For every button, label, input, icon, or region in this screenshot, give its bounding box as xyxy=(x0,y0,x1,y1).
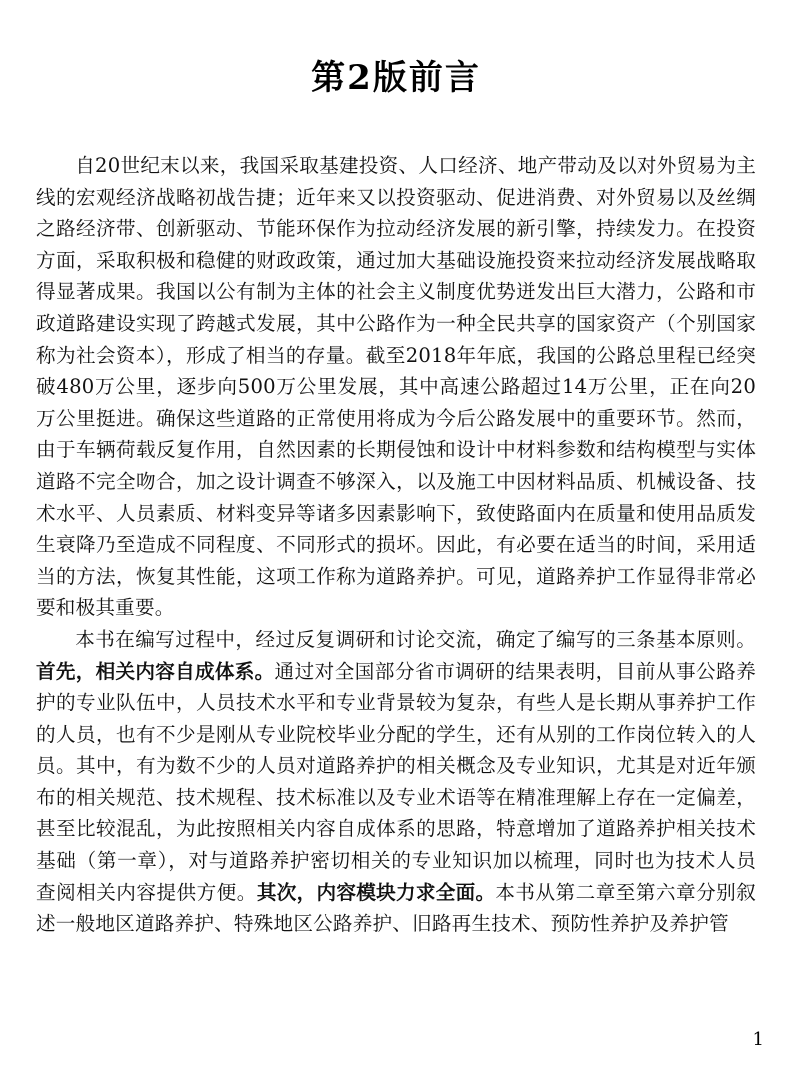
paragraph-1: 自20世纪末以来，我国采取基建投资、人口经济、地产带动及以对外贸易为主线的宏观经济战略初战告捷；近年来又以投资驱动、促进消费、对外贸易以及丝绸之路经济带、创新驱动、节能环保作为拉动经济发展的新引擎，持续发力。在投资方面，采取积极和稳健的财政政策，通过加大基础设施投资来拉动经济发展战略取得显著成果。我国以公有制为主体的社会主义制度优势迸发出巨大潜力，公路和市政道路建设实现了跨越式发展，其中公路作为一种全民共享的国家资产（个别国家称为社会资本），形成了相当的存量。截至2018年年底，我国的公路总里程已经突破480万公里，逐步向500万公里发展，其中高速公路超过14万公里，正在向20万公里挺进。确保这些道路的正常使用将成为今后公路发展中的重要环节。然而，由于车辆荷载反复作用，自然因素的长期侵蚀和设计中材料参数和结构模型与实体道路不完全吻合，加之设计调查不够深入，以及施工中因材料品质、机械设备、技术水平、人员素质、材料变异等诸多因素影响下，致使路面内在质量和使用品质发生衰降乃至造成不同程度、不同形式的损坏。因此，有必要在适当的时间，采用适当的方法，恢复其性能，这项工作称为道路养护。可见，道路养护工作显得非常必要和极其重要。 xyxy=(36,154,756,620)
principle-2-heading: 其次，内容模块力求全面。 xyxy=(256,880,496,904)
paragraph-2-continuation: 本书从第二章至第六章分别叙述一般地区道路养护、特殊地区公路养护、旧路再生技术、预防性养护及养护管 xyxy=(36,880,757,936)
paragraph-2-body: 通过对全国部分省市调研的结果表明，目前从事公路养护的专业队伍中，人员技术水平和专业背景较为复杂，有些人是长期从事养护工作的人员，也有不少是刚从专业院校毕业分配的学生，还有从别的工作岗位转入的人员。其中，有为数不少的人员对道路养护的相关概念及专业知识，尤其是对近年颁布的相关规范、技术规程、技术标准以及专业术语等在精准理解上存在一定偏差，甚至比较混乱，为此按照相关内容自成体系的思路，特意增加了道路养护相关技术基础（第一章），对与道路养护密切相关的专业知识加以梳理，同时也为技术人员查阅相关内容提供方便。 xyxy=(36,659,756,904)
page-title: 第2版前言 xyxy=(311,58,481,98)
principle-1-heading: 首先，相关内容自成体系。 xyxy=(36,659,275,683)
paragraph-2 xyxy=(36,624,756,940)
page-number: 1 xyxy=(752,1029,764,1050)
preface-body xyxy=(36,150,756,940)
paragraph-2-intro: 本书在编写过程中，经过反复调研和讨论交流，确定了编写的三条基本原则。 xyxy=(75,627,756,651)
